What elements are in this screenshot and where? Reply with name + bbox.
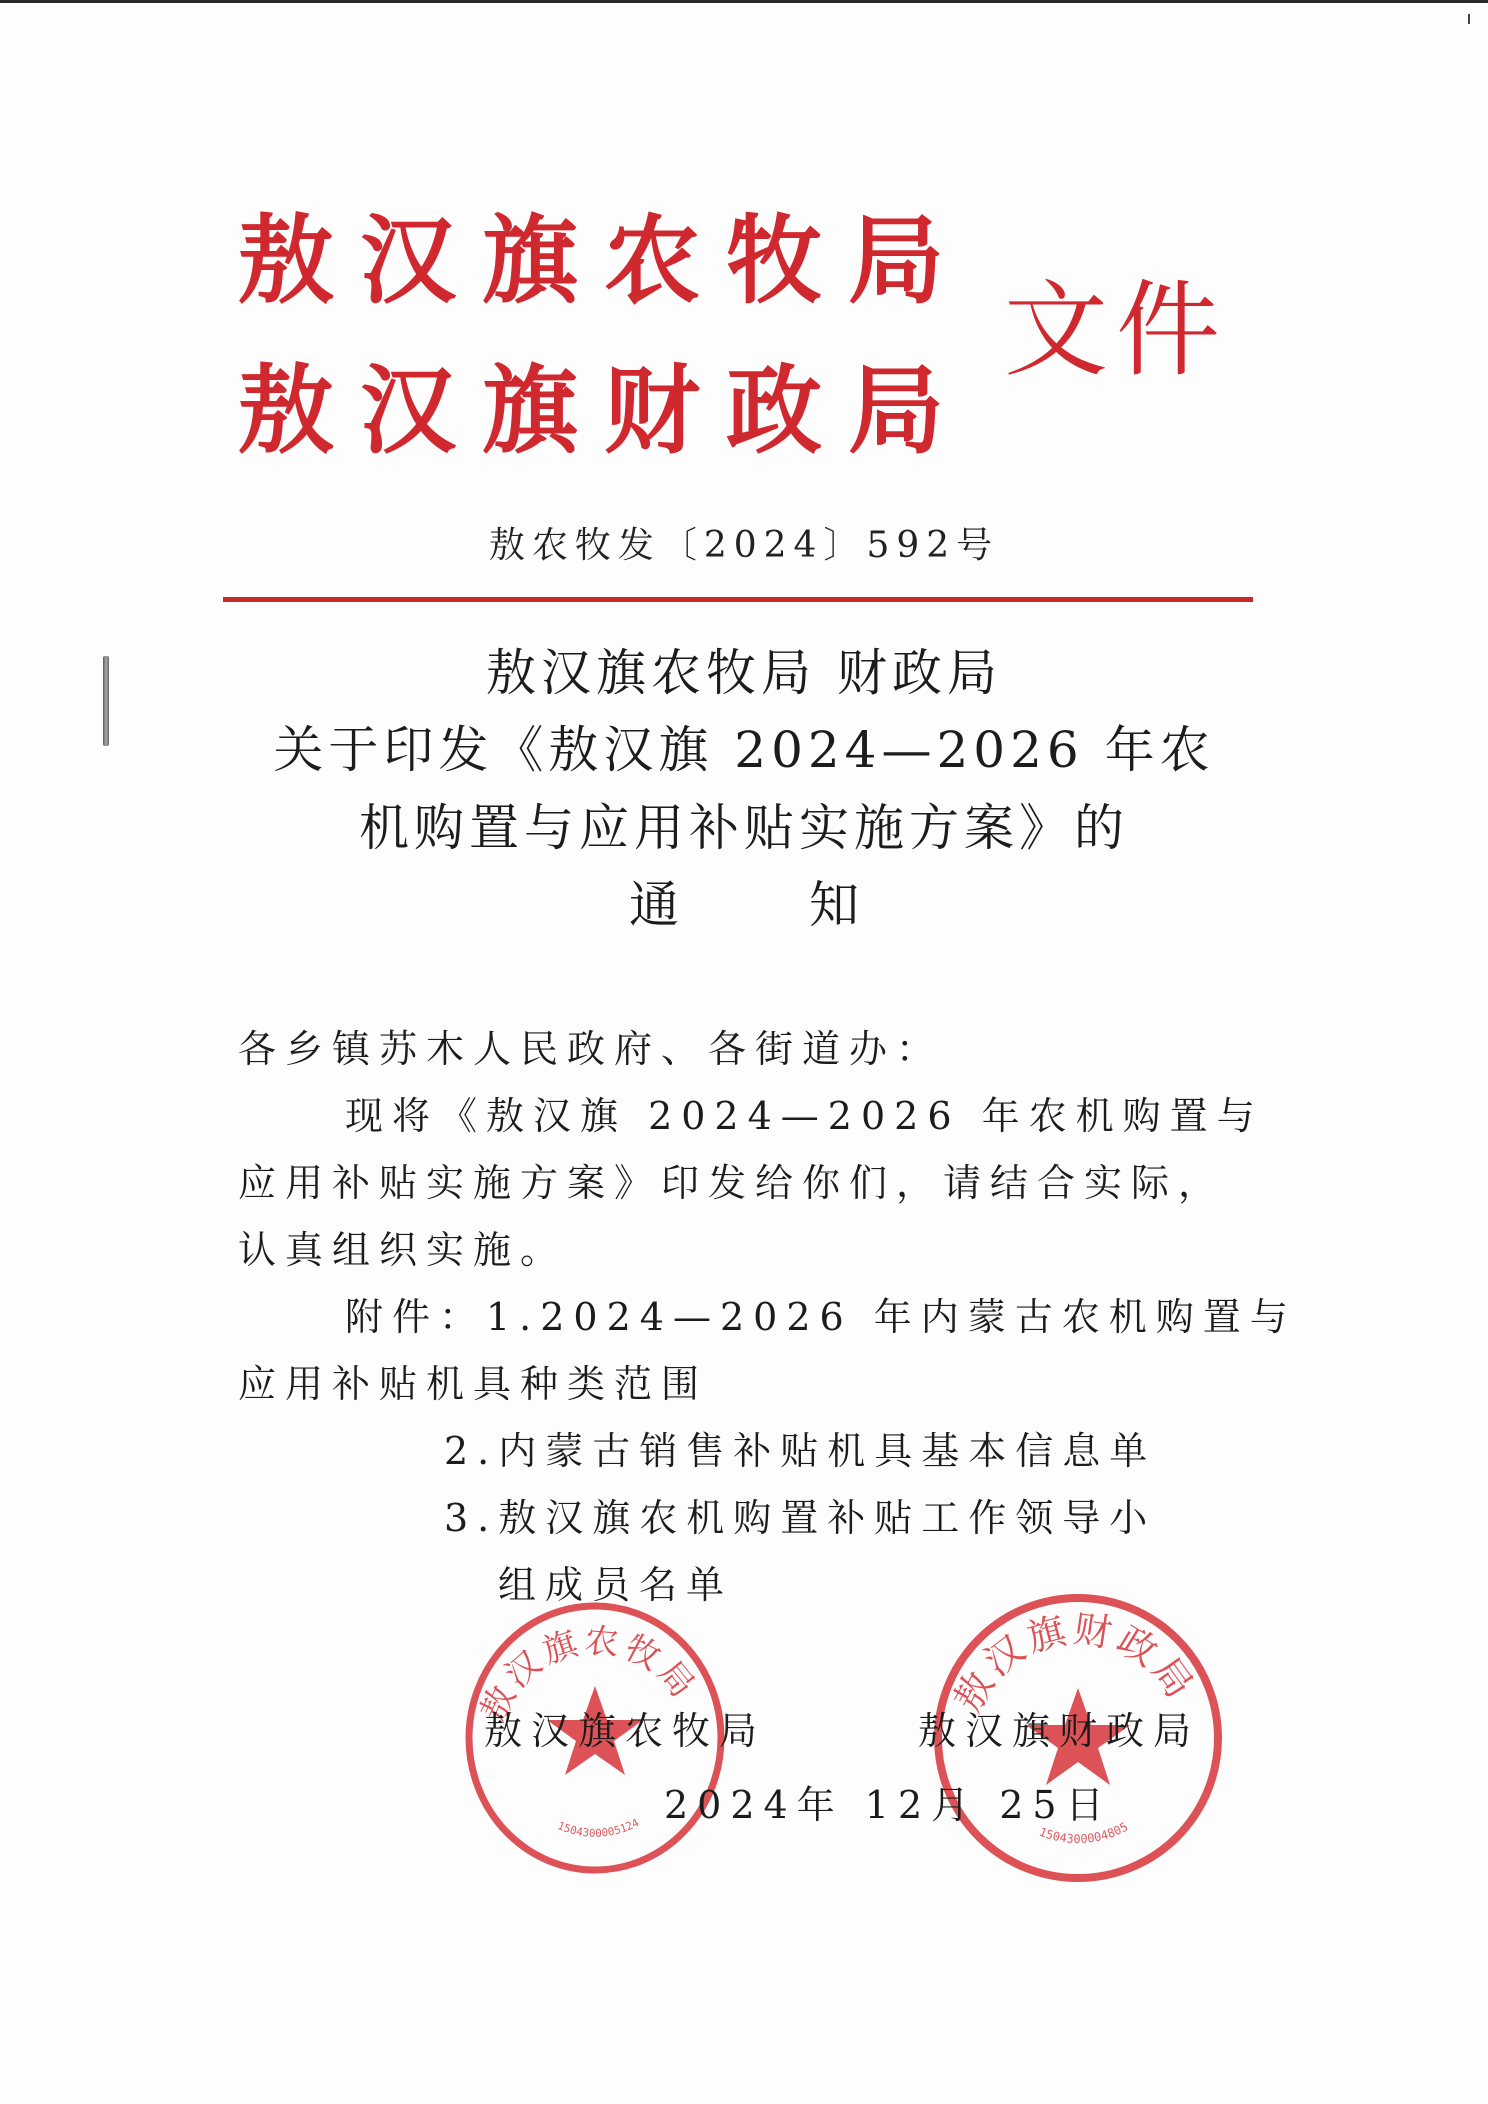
issuer-name-finance: 敖汉旗财政局 (238, 355, 970, 467)
scan-edge (0, 0, 1488, 3)
addressee: 各乡镇苏木人民政府、各街道办： (238, 1027, 944, 1071)
issue-date: 2024年 12月 25日 (664, 1783, 1113, 1827)
body-paragraph-line: 现将《敖汉旗 2024—2026 年农机购置与 (345, 1094, 1264, 1138)
attachment-item-1: 附件：1.2024—2026 年内蒙古农机购置与 (345, 1295, 1297, 1339)
signatory-agriculture: 敖汉旗农牧局 (484, 1709, 767, 1753)
svg-text:1504300005124: 1504300005124 (555, 1816, 642, 1840)
document-number: 敖农牧发〔2024〕592号 (488, 525, 1000, 566)
svg-text:敖汉旗财政局: 敖汉旗财政局 (945, 1606, 1204, 1720)
scan-mark (1468, 14, 1470, 24)
title-line-3: 机购置与应用补贴实施方案》的 (359, 799, 1129, 857)
issuer-name-agriculture: 敖汉旗农牧局 (238, 205, 970, 317)
attachment-item-3-cont: 组成员名单 (498, 1563, 734, 1607)
attachment-item-1-cont: 应用补贴机具种类范围 (238, 1362, 709, 1406)
document-label: 文件 (1004, 269, 1229, 391)
title-line-2: 关于印发《敖汉旗 2024—2026 年农 (273, 721, 1215, 779)
attachment-item-3: 3.敖汉旗农机购置补贴工作领导小 (444, 1496, 1157, 1540)
title-line-1: 敖汉旗农牧局 财政局 (486, 644, 1002, 702)
body-paragraph-line: 应用补贴实施方案》印发给你们，请结合实际， (238, 1161, 1226, 1205)
svg-text:敖汉旗农牧局: 敖汉旗农牧局 (473, 1620, 705, 1728)
signatory-finance: 敖汉旗财政局 (918, 1709, 1201, 1753)
body-paragraph-line: 认真组织实施。 (238, 1228, 568, 1272)
attachment-item-2: 2.内蒙古销售补贴机具基本信息单 (444, 1429, 1157, 1473)
red-separator-line (223, 597, 1253, 602)
svg-text:1504300004805: 1504300004805 (1037, 1819, 1131, 1847)
title-line-4: 通知 (629, 876, 989, 934)
